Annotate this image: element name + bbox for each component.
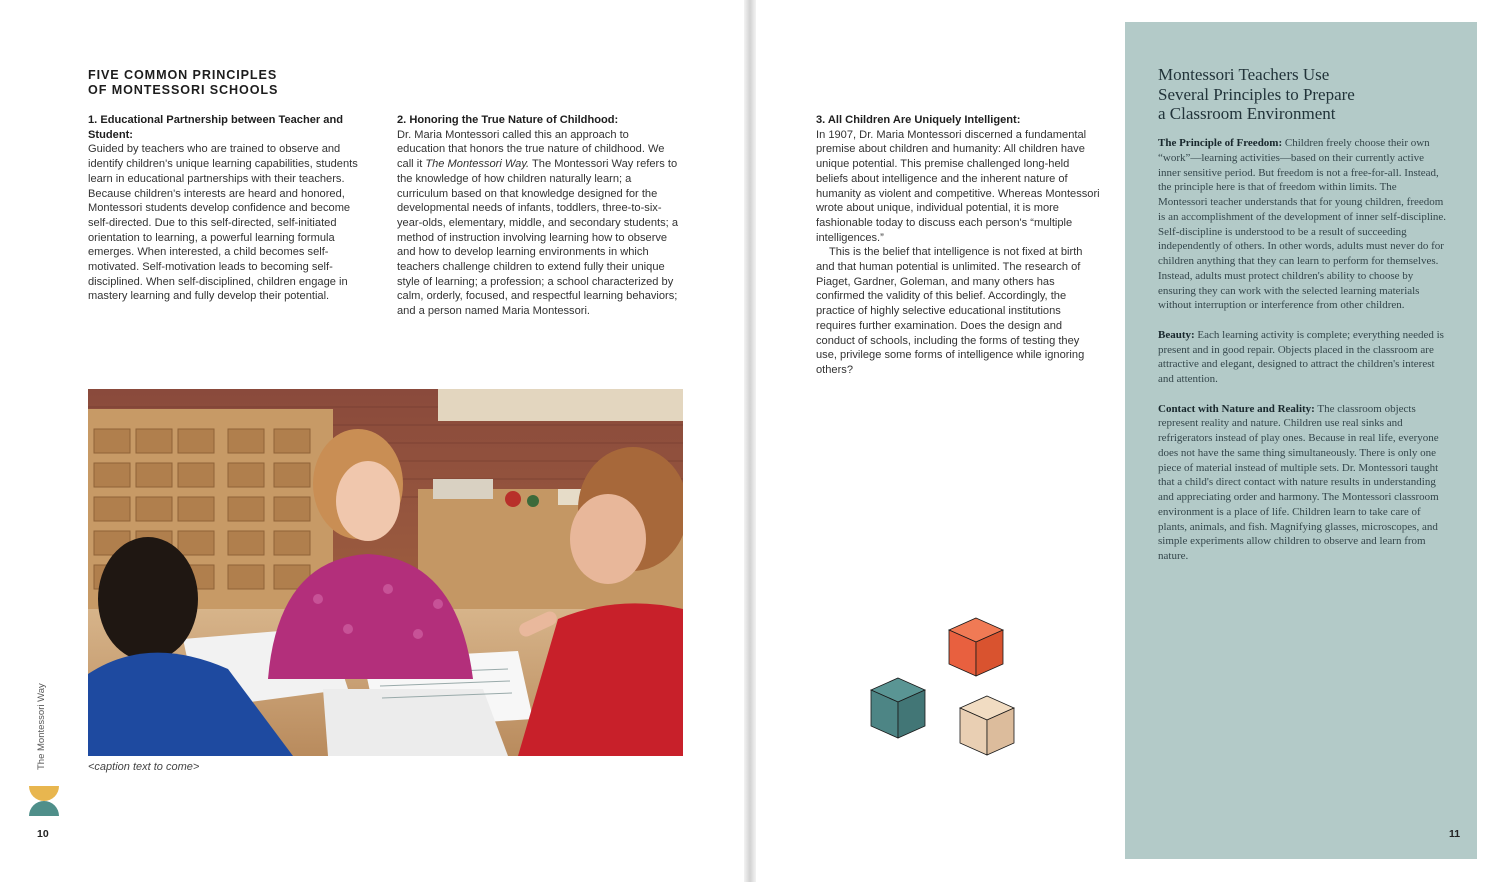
left-page [0,0,744,882]
principle-beauty [1158,328,1448,387]
sidebar-title: Montessori Teachers Use Several Principles to Prepare a Classroom Environment [1158,65,1355,124]
principle-nature-text: The classroom objects represent reality and nature. Children use real sinks and refrigerators instead of play ones. Because in real life, everyone does not have the same thing simultaneously. There is only one piece of material instead of multiple sets. Dr. Montessori taught that a child's direct contact with nature results in understanding and appreciating order and harmony. The Montessori classroom environment is a place of life. Children learn to take care of plants, animals, and fish. Magnifying glasses, microscopes, and simple experiments allow children to observe and learn from nature. [1158,402,1439,562]
principle-2-column [397,113,679,319]
orange-cube-icon [949,618,1003,676]
classroom-photo [88,389,683,756]
principle-2-title: 2. Honoring the True Nature of Childhood: [397,114,619,126]
principles-sidebar [1125,22,1477,859]
sidebar-body [1158,136,1448,579]
page-number-right: 11 [1449,828,1461,840]
photo-caption: <caption text to come> [88,761,200,773]
principle-freedom [1158,136,1448,313]
principle-1-title: 1. Educational Partnership between Teacher and Student: [88,114,344,141]
decorative-cubes [861,610,1021,760]
heading-line-2: OF MONTESSORI SCHOOLS [88,82,279,97]
principle-freedom-label: The Principle of Freedom: [1158,137,1283,149]
right-page [756,0,1500,882]
heading-line-1: FIVE COMMON PRINCIPLES [88,68,278,82]
principle-1-body: Guided by teachers who are trained to observe and identify children's unique learning capabilities, students learn in educational partnerships with their teachers. Because children's interests are heard and honored, Montessori students develop confidence and become self-directed. Due to this self-directed, self-initiated orientation to learning, a powerful learning formula emerges. When interested, a child becomes self-motivated. Self-motivation leads to becoming self-disciplined. When self-disciplined, children engage in mastery learning and fully develop their potential. [88,143,358,303]
principle-3-title: 3. All Children Are Uniquely Intelligent: [816,114,1021,126]
principle-3-para-1: In 1907, Dr. Maria Montessori discerned a fundamental premise about children and humanity: All children have unique potential. This premise challenged long-held beliefs about intelligence and the inherent nature of humanity as violent and competitive. Whereas Montessori wrote about unique, individual potential, it is more fashionable today to discuss each person's “multiple intelligences.” [816,128,1100,244]
running-title [36,683,52,786]
half-circles-mark [28,786,60,816]
section-heading [88,68,278,97]
page-number-left: 10 [37,828,49,840]
principle-nature-label: Contact with Nature and Reality: [1158,402,1315,415]
tan-cube-icon [960,696,1014,755]
principle-nature [1158,402,1448,564]
principle-1-column [88,113,370,304]
principle-3-para-2: This is the belief that intelligence is not fixed at birth and that human potential is unlimited. The research of Piaget, Gardner, Goleman, and many others has confirmed the validity of this belief. Accordingly, the practice of highly selective educational institutions requires further examination. Does the design and conduct of schools, including the forms of testing they use, privilege some forms of intelligence while ignoring others? [816,246,1085,376]
principle-beauty-text: Each learning activity is complete; everything needed is present and in good repair. Objects placed in the classroom are attractive and elegant, designed to attract the children's interest and attention. [1158,328,1444,385]
principle-beauty-label: Beauty: [1158,328,1195,341]
principle-freedom-text: Children freely choose their own “work”—learning activities—based on their currently active inner sensitive period. But freedom is not a free-for-all. Instead, the principle here is that of freedom within limits. The Montessori teacher understands that for young children, freedom is an accomplishment of the development of inner self-discipline. Self-discipline is understood to be a result of succeeding independently of others. In other words, adults must never do for children anything that they can learn to perform for themselves. Instead, adults must protect children's ability to choose by ensuring they can work with the selected learning materials without interruption or interference from other children. [1158,137,1447,312]
principle-2-body: Dr. Maria Montessori called this an approach to education that honors the true nature of childhood. We call it The Montessori Way. The Montessori Way refers to the knowledge of how children naturally learn; a curriculum based on that knowledge designed for the developmental needs of infants, toddlers, three-to-six-year-olds, elementary, middle, and secondary students; a method of instruction involving learning how to observe and how to develop learning environments in which teachers challenge children to extend fully their unique style of learning; a profession; a school characterized by calm, orderly, focused, and respectful learning behaviors; and a person named Maria Montessori. [397,128,678,318]
teal-cube-icon [871,678,925,738]
book-title: The Montessori Way. [425,158,530,171]
running-title-text: The Montessori Way [36,683,47,770]
principle-3-column [816,113,1100,378]
